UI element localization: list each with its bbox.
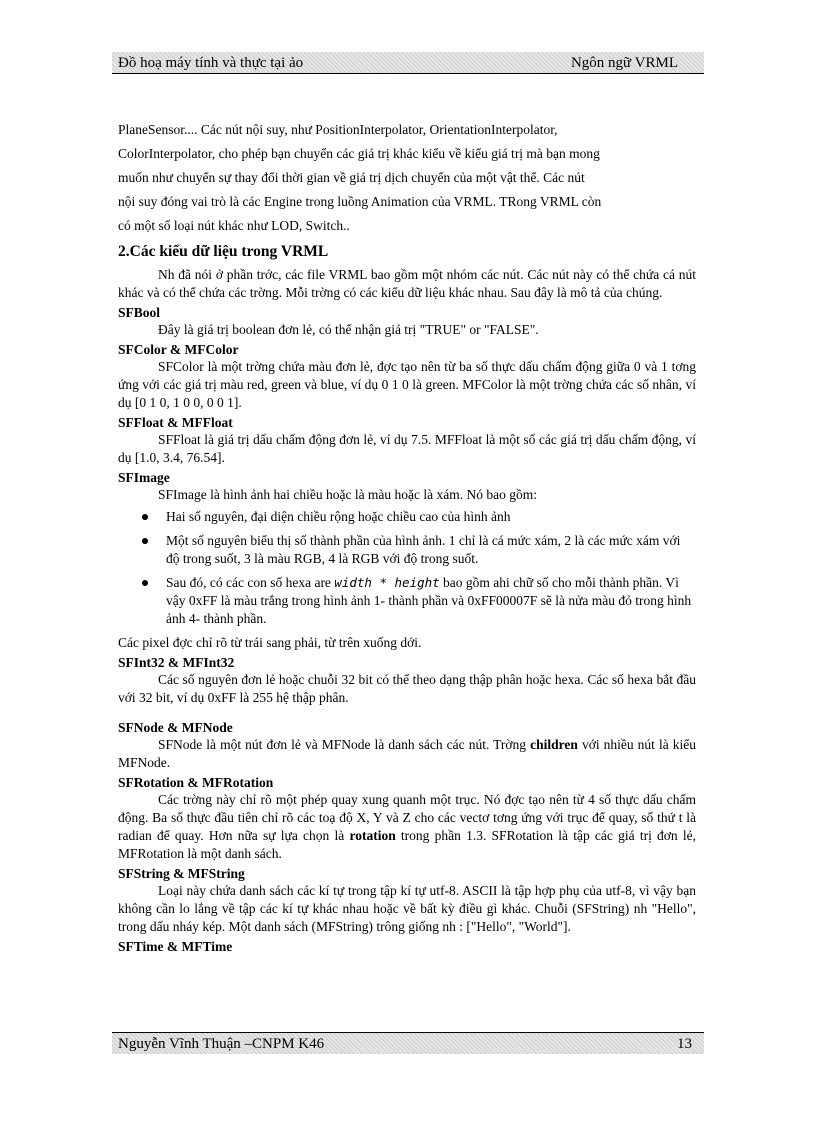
sfimage-after-text: Các pixel đợc chỉ rõ từ trái sang phải, từ trên xuống dới. [118,635,422,650]
list-item [166,532,696,568]
text-run: SFNode là một nút đơn lẻ và MFNode là danh sách các nút. Trờng [158,737,527,752]
header-title: Đồ hoạ máy tính và thực tại ảo [118,55,304,71]
list-item [166,508,696,526]
entry-text-sfstring: Loại này chứa danh sách các kí tự trong tập kí tự utf-8. ASCII là tập hợp phụ của utf-8, vì vậy bạn không cần lo lắng về tập các kí tự khác nhau hoặc về bất kỳ điều gì khác. Chuỗi (SFString) nh "Hello", trong dấu nháy kép. Một danh sách (MFString) trông giống nh : ["Hello", "World"]. [118,883,696,934]
entry-text-sfimage: SFImage là hình ảnh hai chiều hoặc là màu hoặc là xám. Nó bao gồm: [158,487,538,502]
section-title: 2.Các kiểu dữ liệu trong VRML [118,243,329,260]
sfimage-bullet-list [118,508,696,628]
bullet-text: Hai số nguyên, đại diện chiều rộng hoặc chiều cao của hình ảnh [166,509,511,524]
entry-text-sfcolor: SFColor là một trờng chứa màu đơn lẻ, đợc tạo nên từ ba số thực dấu chấm động giữa 0 và 1 tơng ứng với các giá trị màu red, green và blue, ví dụ 0 1 0 là green. MFColor là một trờng chứa các số nhân, ví dụ [0 1 0, 1 0 0, 0 0 1]. [118,359,696,410]
entry-text-sfbool: Đây là giá trị boolean đơn lẻ, có thể nhận giá trị "TRUE" or "FALSE". [158,322,539,337]
entry-title-sfint32: SFInt32 & MFInt32 [118,655,235,670]
page-footer [112,1032,704,1054]
text-run: trong phần 1.3. SFRotation là tập các giá trị đơn lẻ, MFRotation là một danh sách. [118,828,697,861]
text-run: với nhiều nút là kiểu MFNode. [118,737,697,770]
entry-title-sfrotation: SFRotation & MFRotation [118,775,274,790]
intro-line: ColorInterpolator, cho phép bạn chuyển các giá trị khác kiểu về kiểu giá trị mà bạn mong [118,146,600,161]
bullet-text: Sau đó, có các con số hexa are [166,575,331,590]
text-run: Các trờng này chỉ rõ một phép quay xung quanh một trục. Nó đợc tạo nên từ 4 số thực dấu chấm động. Ba số thực đầu tiên chỉ rõ các toạ độ X, Y và Z cho các vectơ tơng ứng với trục để quay, số thứ t là radian để quay. Hơn nữa sự lựa chọn là [118,792,696,843]
code-span: width * height [334,575,440,590]
entry-title-sfcolor: SFColor & MFColor [118,342,239,357]
entry-title-sffloat: SFFloat & MFFloat [118,415,233,430]
entry-title-sfnode: SFNode & MFNode [118,720,233,735]
page-body [118,118,696,955]
footer-author: Nguyễn Vĩnh Thuận –CNPM K46 [118,1036,325,1052]
bold-term: children [530,737,578,752]
entry-title-sfimage: SFImage [118,470,170,485]
bullet-icon [142,580,148,586]
bold-term: rotation [349,828,396,843]
intro-line: có một số loại nút khác như LOD, Switch.. [118,218,350,233]
intro-paragraph [118,118,696,238]
page-number: 13 [677,1036,692,1052]
entry-title-sftime: SFTime & MFTime [118,939,233,954]
intro-line: nội suy đóng vai trò là các Engine trong luồng Animation của VRML. TRong VRML còn [118,194,602,209]
bullet-icon [142,538,148,544]
bullet-icon [142,514,148,520]
bullet-text: Một số nguyên biểu thị số thành phần của hình ảnh. 1 chỉ là cá mức xám, 2 là các mức xám với độ trong suốt, 3 là màu RGB, 4 là RGB với độ trong suốt. [166,533,681,566]
entry-title-sfbool: SFBool [118,305,161,320]
entry-text-sfint32: Các số nguyên đơn lẻ hoặc chuỗi 32 bit có thể theo dạng thập phân hoặc hexa. Các số hexa bắt đầu với 32 bit, ví dụ 0xFF là 255 hệ thập phân. [118,672,696,705]
page-header [112,52,704,74]
bullet-text: bao gồm ahi chữ số cho mỗi thành phần. Vì vậy 0xFF là màu trắng trong hình ảnh 1- thành phần và 0xFF00007F sẽ là nửa màu đỏ trong hình ảnh 4- thành phần. [166,575,692,626]
entry-title-sfstring: SFString & MFString [118,866,245,881]
entry-text-sfrotation [118,791,696,863]
intro-line: PlaneSensor.... Các nút nội suy, như PositionInterpolator, OrientationInterpolator, [118,122,558,137]
intro-line: muốn như chuyển sự thay đổi thời gian về giá trị dịch chuyển của một vật thể. Các nút [118,170,585,185]
list-item [166,574,696,628]
entry-text-sfnode [118,736,696,772]
section-intro: Nh đã nói ở phần trớc, các file VRML bao gồm một nhóm các nút. Các nút này có thể chứa cá nút khác và có thể chứa các trờng. Mỗi trờng có các kiểu dữ liệu khác nhau. Sau đây là mô tả của chúng. [118,267,696,300]
spacer [118,707,696,717]
header-chapter: Ngôn ngữ VRML [570,55,678,71]
entry-text-sffloat: SFFloat là giá trị dấu chấm động đơn lẻ, ví dụ 7.5. MFFloat là một số các giá trị dấu chấm động, ví dụ [1.0, 3.4, 76.54]. [118,432,696,465]
